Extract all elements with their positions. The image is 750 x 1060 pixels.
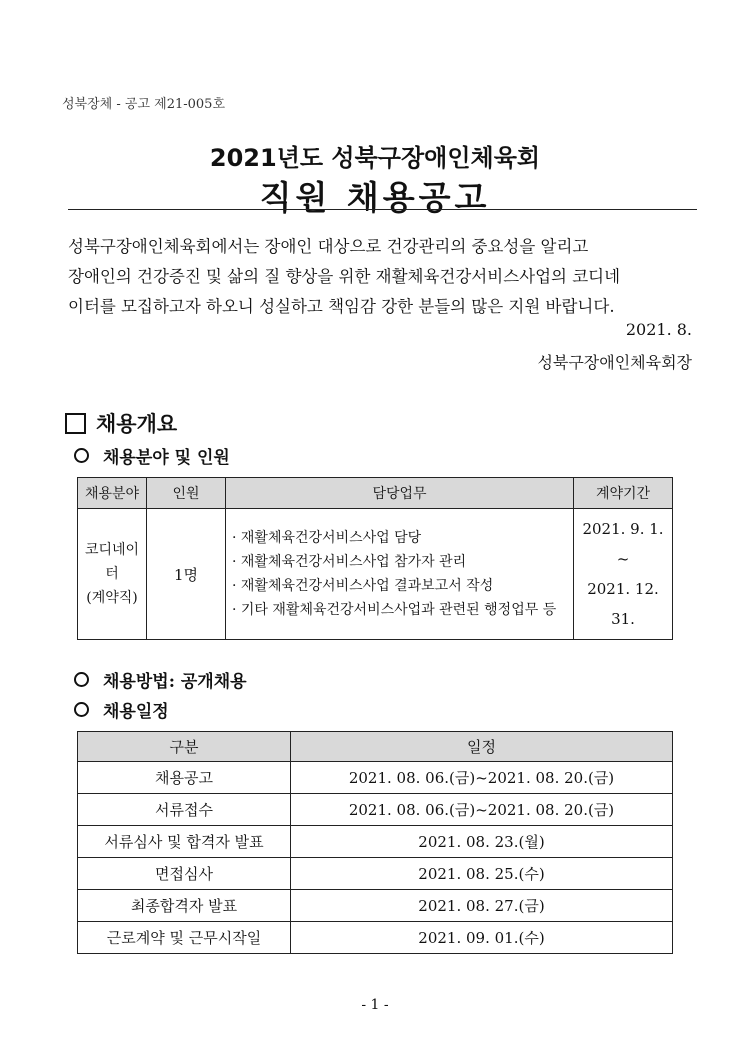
schedule-date: 2021. 08. 27.(금) (291, 890, 673, 922)
subsection-title: 채용분야 및 인원 (103, 448, 230, 468)
schedule-item: 근로계약 및 근무시작일 (78, 922, 291, 954)
schedule-item: 서류심사 및 합격자 발표 (78, 826, 291, 858)
duty-item: · 재활체육건강서비스사업 참가자 관리 (232, 554, 467, 570)
subsection-heading-schedule (74, 697, 169, 722)
section-title: 채용개요 (96, 412, 178, 436)
field-name: 코디네이터 (84, 542, 140, 582)
title-divider (68, 209, 697, 210)
subsection-heading-field (74, 443, 230, 468)
schedule-item: 면접심사 (78, 858, 291, 890)
duty-item: · 기타 재활체육건강서비스사업과 관련된 행정업무 등 (232, 602, 557, 618)
table-header-row (78, 478, 673, 509)
schedule-date: 2021. 08. 25.(수) (291, 858, 673, 890)
schedule-date: 2021. 08. 23.(월) (291, 826, 673, 858)
schedule-table (77, 731, 673, 954)
table-row (78, 858, 673, 890)
recruitment-table (77, 477, 673, 640)
duties-cell (226, 509, 574, 640)
period-start: 2021. 9. 1. (582, 520, 664, 538)
notice-date: 2021. 8. (625, 320, 692, 339)
header-date: 일정 (291, 732, 673, 762)
table-header-row (78, 732, 673, 762)
header-item: 구분 (78, 732, 291, 762)
duty-item: · 재활체육건강서비스사업 결과보고서 작성 (232, 578, 494, 594)
document-title-line2: 직원 채용공고 (259, 178, 491, 217)
period-cell (574, 509, 673, 640)
section-heading (65, 408, 177, 438)
field-type: (계약직) (86, 590, 138, 606)
circle-bullet-icon (74, 448, 89, 463)
schedule-date: 2021. 08. 06.(금)~2021. 08. 20.(금) (291, 762, 673, 794)
header-period: 계약기간 (574, 478, 673, 509)
headcount-cell: 1명 (147, 509, 226, 640)
table-row (78, 762, 673, 794)
field-cell (78, 509, 147, 640)
table-row (78, 826, 673, 858)
header-duties: 담당업무 (226, 478, 574, 509)
square-bullet-icon (65, 413, 86, 434)
period-end: 2021. 12. 31. (587, 580, 659, 628)
issuer: 성북구장애인체육회장 (537, 353, 692, 372)
circle-bullet-icon (74, 702, 89, 717)
schedule-date: 2021. 09. 01.(수) (291, 922, 673, 954)
period-separator: ~ (616, 550, 630, 568)
table-row (78, 509, 673, 640)
table-row (78, 922, 673, 954)
intro-line-1: 성북구장애인체육회에서는 장애인 대상으로 건강관리의 중요성을 알리고 (68, 237, 589, 256)
subsection-title: 채용방법: 공개채용 (103, 672, 247, 692)
document-title-line1: 2021년도 성북구장애인체육회 (209, 144, 541, 172)
header-field: 채용분야 (78, 478, 147, 509)
subsection-heading-method (74, 667, 247, 692)
schedule-item: 서류접수 (78, 794, 291, 826)
table-row (78, 794, 673, 826)
schedule-item: 최종합격자 발표 (78, 890, 291, 922)
circle-bullet-icon (74, 672, 89, 687)
table-row (78, 890, 673, 922)
intro-line-2: 장애인의 건강증진 및 삶의 질 향상을 위한 재활체육건강서비스사업의 코디네 (68, 267, 621, 286)
schedule-date: 2021. 08. 06.(금)~2021. 08. 20.(금) (291, 794, 673, 826)
header-headcount: 인원 (147, 478, 226, 509)
schedule-item: 채용공고 (78, 762, 291, 794)
subsection-title: 채용일정 (103, 702, 169, 722)
intro-line-3: 이터를 모집하고자 하오니 성실하고 책임감 강한 분들의 많은 지원 바랍니다. (68, 297, 615, 316)
duty-item: · 재활체육건강서비스사업 담당 (232, 530, 422, 546)
notice-number: 성북장체 - 공고 제21-005호 (62, 97, 226, 112)
page-number: - 1 - (361, 997, 389, 1013)
